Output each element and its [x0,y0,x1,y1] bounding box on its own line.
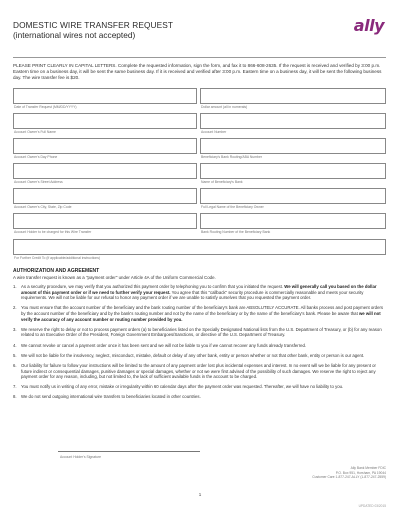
account-owner-street-field[interactable] [13,163,197,179]
signature-line[interactable] [58,451,200,452]
beneficiary-name-label: Full Legal Name of the Beneficiary Owner [201,205,264,209]
account-number-label: Account Number [201,130,227,134]
agreement-item [13,353,386,359]
account-number-field[interactable] [200,113,386,129]
agreement-item [13,394,386,400]
account-holder-auth-label: Account Holder to be charged for this Wire Transfer [14,230,92,234]
form-title: DOMESTIC WIRE TRANSFER REQUEST [13,20,174,30]
beneficiary-bank-routing-label: Beneficiary's Bank Routing/ABA Number [201,155,262,159]
beneficiary-bank-name-field[interactable] [200,163,386,179]
item-text: As a security procedure, we may verify that you authorized this payment order by telephoning you to confirm that you initiated the request. [21,284,285,289]
account-owner-name-field[interactable] [13,113,197,129]
item-number: 4. [13,342,17,348]
agreement-item [13,363,386,380]
agreement-heading: AUTHORIZATION AND AGREEMENT [13,268,100,274]
beneficiary-bank-name-label: Name of Beneficiary's Bank [201,180,243,184]
beneficiary-name-field[interactable] [200,188,386,204]
beneficiary-account-number-label: Bank Routing Number of the Beneficiary Bank [201,230,271,234]
page-number: 1 [198,492,202,497]
footer-bank-name: Ally Bank Member FDIC [350,466,386,470]
item-text: You agree that this "callback" security procedure is commercially reasonable and meets your security requirements. We will not be liable for our refusal to honor any payment order if we are unable to satisfy ourselves that you requested the payment order. [21,289,364,301]
item-text: We will not be liable for the insolvency, neglect, misconduct, mistake, default or delay of any other bank, entity or person whether or not that other bank, entity or person is our agent. [21,352,365,358]
dollar-amount-field[interactable] [200,88,386,104]
account-owner-phone-field[interactable] [13,138,197,154]
item-text: We do not send outgoing international wire transfers to beneficiaries located in other countries. [21,394,201,400]
beneficiary-bank-routing-field[interactable] [200,138,386,154]
agreement-item [13,305,386,322]
date-of-request-label: Date of Transfer Request (MM/DD/YYYY) [14,105,77,109]
item-number: 8. [13,394,17,400]
form-header [13,16,388,56]
account-owner-street-label: Account Owner's Street Address [14,180,63,184]
item-text: We cannot revoke or cancel a payment order once it has been sent and we will not be liable to you if we cannot recover any funds already transferred. [21,342,307,348]
item-number: 5. [13,352,17,358]
dollar-amount-label: Dollar amount (all in numerals) [201,105,248,109]
item-text: We reserve the right to delay or not to process payment orders (a) to beneficiaries listed on the Specially Designated National lists from the U.S. Department of Treasury, or (b) for any reason related to an Executive Order of the President, Foreign Government Embargoes/Sanctions, or directive of the U.S. Department of Treasury. [21,326,382,338]
item-bold-text: We will generally call you based on the dollar amount of this payment order or if we need to further verify your request. [21,284,377,295]
account-owner-city-label: Account Owner's City, State, Zip Code [14,205,72,209]
further-credit-label: For Further Credit To (if applicable/additional instructions) [14,256,101,260]
agreement-intro: A wire transfer request is known as a "payment order" under Article 4A of the Uniform Commercial Code. [13,275,216,280]
footer-contact [312,466,386,480]
updated-date: UPDATED 03/2015 [358,504,386,508]
item-bold-text: we will not verify the accuracy of any account number or routing number provided by you. [21,310,381,322]
date-of-request-field[interactable] [13,88,197,104]
footer-phone: Customer Care 1-877-247-ALLY (1-877-247-2559) [312,475,386,479]
account-owner-city-field[interactable] [13,188,197,204]
form-subtitle: (international wires not accepted) [13,30,136,40]
form-instructions: PLEASE PRINT CLEARLY IN CAPITAL LETTERS. Complete the requested information, sign the form, and fax it to 866-608-2635. If the request is received and verified by 3:00 p.m. Eastern time on a business day, it will be sent the same business day. If it is received and verified after 3:00 p.m. Eastern time on a business day, it will be sent the following business day. The wire transfer fee is $20. [13,63,382,80]
item-number: 3. [13,326,17,332]
item-number: 7. [13,384,17,390]
agreement-item [13,284,386,301]
account-owner-phone-label: Account Owner's Day Phone [14,155,58,159]
footer-address: P.O. Box 951, Horsham, PA 19044 [335,470,386,475]
account-holder-auth-field[interactable] [13,213,197,229]
authorization-agreement [13,268,386,405]
item-number: 2. [13,305,17,311]
ally-logo: ally [353,16,384,35]
item-number: 6. [13,362,17,368]
account-owner-name-label: Account Owner's Full Name [14,130,56,134]
item-text: You must ensure that the account number of the beneficiary and the bank routing number of the beneficiary's bank are ABSOLUTELY ACCURATE. All banks process and post payment orders by the account number of the beneficiary and by the bank's routing number and not by the name of the beneficiary or by the name of the beneficiary's bank. Please be aware that [21,305,384,316]
item-number: 1. [13,284,17,289]
item-text: Our liability for failure to follow your instructions will be limited to the amount of any payment order lost plus incidental expenses and interest. In no event will we be liable for any present or future indirect or consequential damages, punitive damages or special damages, whether or not we were first advised of the possibility of such damages. We reserve the right to reject any payment order for any reason, including, but not limited to, the lack of sufficient available funds in the account to be charged. [21,362,376,380]
further-credit-field[interactable] [13,239,386,255]
agreement-item [13,343,386,349]
signature-label: Account Holder's Signature [60,455,101,459]
item-text: You must notify us in writing of any error, mistake or irregularity within 60 calendar days after the payment order was requested. Thereafter, we will have no liability to you. [21,384,344,390]
agreement-item [13,384,386,390]
beneficiary-account-number-field[interactable] [200,213,386,229]
header-divider [13,57,386,58]
agreement-item [13,327,386,338]
